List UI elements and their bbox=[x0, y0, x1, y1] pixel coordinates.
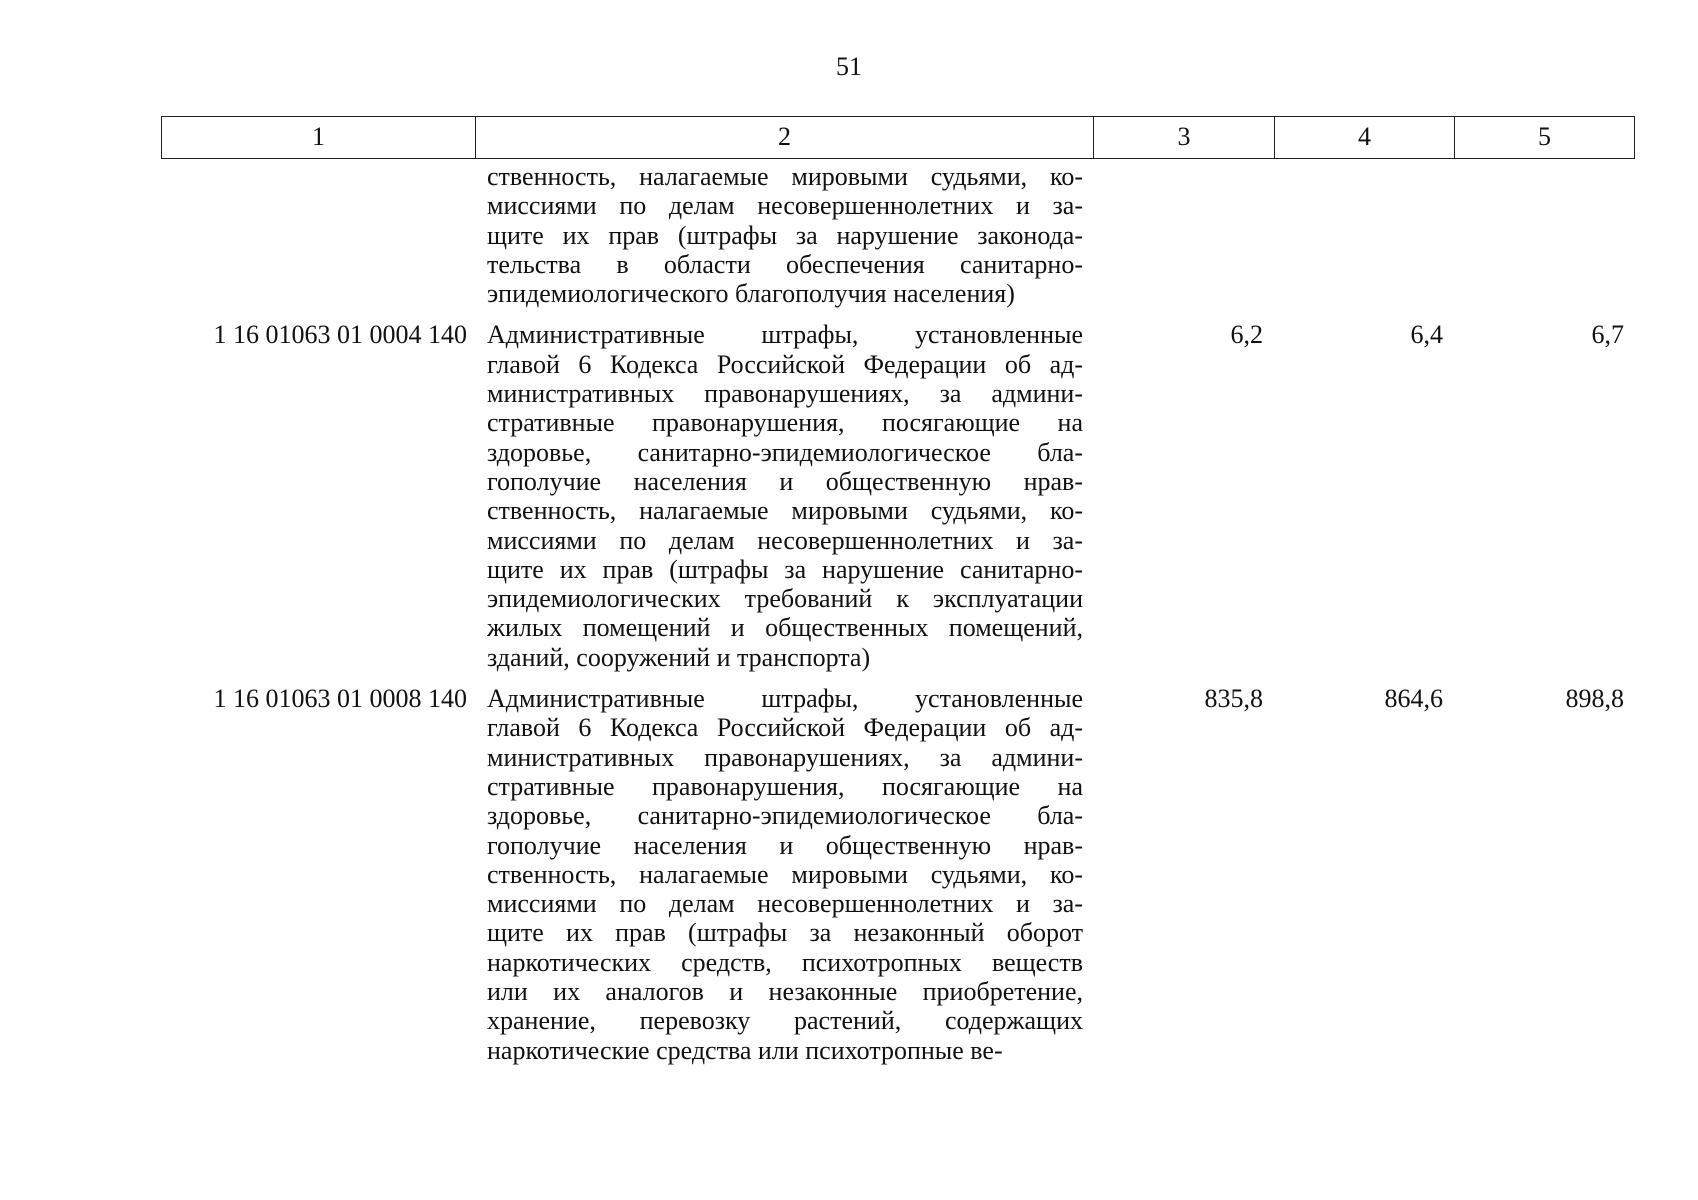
column-header-2: 2 bbox=[476, 117, 1094, 158]
description-line: стративные правонарушения, посягающие на bbox=[487, 771, 1083, 801]
table-column-header-row bbox=[161, 116, 1635, 159]
description-line: миссиями по делам несовершеннолетних и за- bbox=[487, 191, 1083, 221]
description-line: зданий, сооружений и транспорта) bbox=[487, 642, 871, 672]
description-line: здоровье, санитарно-эпидемиологическое бла- bbox=[487, 437, 1083, 467]
description-line: эпидемиологического благополучия населения) bbox=[487, 279, 1015, 309]
table-row bbox=[161, 684, 1635, 1065]
table-row bbox=[161, 162, 1635, 308]
description-line: щите их прав (штрафы за нарушение законода- bbox=[487, 220, 1083, 250]
description-line: щите их прав (штрафы за нарушение санитарно- bbox=[487, 554, 1083, 584]
value-cell-column-3: 835,8 bbox=[1204, 684, 1263, 714]
budget-code-cell: 1 16 01063 01 0008 140 bbox=[213, 684, 467, 714]
description-line: тельства в области обеспечения санитарно- bbox=[487, 249, 1083, 279]
column-header-1: 1 bbox=[162, 117, 476, 158]
table-row bbox=[161, 320, 1635, 672]
page-number: 51 bbox=[836, 52, 862, 81]
value-cell-column-3: 6,2 bbox=[1230, 320, 1263, 350]
description-line: миссиями по делам несовершеннолетних и за- bbox=[487, 525, 1083, 555]
column-header-3: 3 bbox=[1094, 117, 1275, 158]
value-cell-column-5: 898,8 bbox=[1565, 684, 1624, 714]
description-line: или их аналогов и незаконные приобретение, bbox=[487, 977, 1083, 1007]
description-line: ственность, налагаемые мировыми судьями, ко- bbox=[487, 162, 1083, 191]
description-line: Административные штрафы, установленные bbox=[487, 320, 1083, 350]
table-body bbox=[161, 162, 1635, 1065]
description-line: главой 6 Кодекса Российской Федерации об ад- bbox=[487, 713, 1083, 743]
description-line: стративные правонарушения, посягающие на bbox=[487, 408, 1083, 438]
description-line: ственность, налагаемые мировыми судьями, ко- bbox=[487, 496, 1083, 526]
description-line: министративных правонарушениях, за админи- bbox=[487, 742, 1083, 772]
column-header-5: 5 bbox=[1538, 122, 1551, 151]
description-line: наркотических средств, психотропных веществ bbox=[487, 947, 1083, 977]
description-line: главой 6 Кодекса Российской Федерации об ад- bbox=[487, 349, 1083, 379]
description-cell bbox=[487, 162, 1083, 308]
description-line: щите их прав (штрафы за незаконный оборот bbox=[487, 918, 1083, 948]
description-line: наркотические средства или психотропные ве- bbox=[487, 1035, 1003, 1065]
description-cell bbox=[487, 684, 1083, 1065]
description-line: хранение, перевозку растений, содержащих bbox=[487, 1006, 1083, 1036]
value-cell-column-5: 6,7 bbox=[1591, 320, 1624, 350]
description-line: миссиями по делам несовершеннолетних и за- bbox=[487, 889, 1083, 919]
budget-code-cell: 1 16 01063 01 0004 140 bbox=[213, 320, 467, 350]
value-cell-column-4: 864,6 bbox=[1384, 684, 1443, 714]
description-line: Административные штрафы, установленные bbox=[487, 684, 1083, 714]
description-line: жилых помещений и общественных помещений, bbox=[487, 613, 1083, 643]
description-line: гополучие населения и общественную нрав- bbox=[487, 466, 1083, 496]
description-line: ственность, налагаемые мировыми судьями, ко- bbox=[487, 859, 1083, 889]
column-header-4: 4 bbox=[1275, 117, 1455, 158]
value-cell-column-4: 6,4 bbox=[1410, 320, 1443, 350]
description-line: эпидемиологических требований к эксплуатации bbox=[487, 584, 1083, 614]
description-cell bbox=[487, 320, 1083, 672]
description-line: здоровье, санитарно-эпидемиологическое бла- bbox=[487, 801, 1083, 831]
description-line: министративных правонарушениях, за админи- bbox=[487, 379, 1083, 409]
description-line: гополучие населения и общественную нрав- bbox=[487, 830, 1083, 860]
